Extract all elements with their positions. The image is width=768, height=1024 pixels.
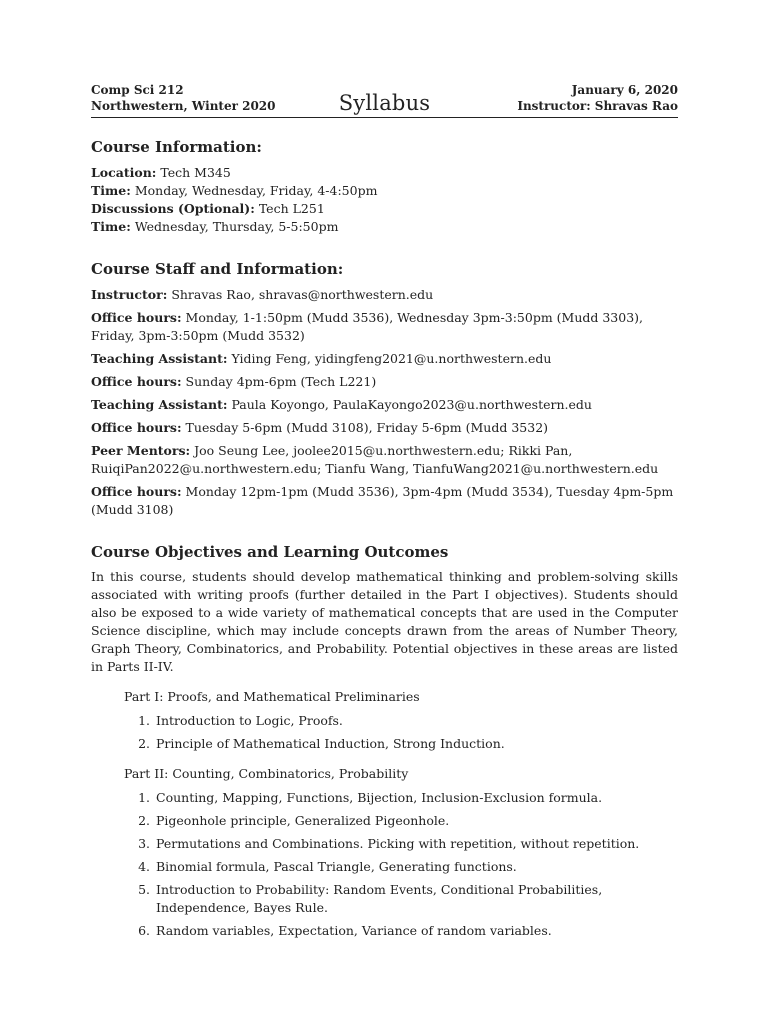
staff-value: Sunday 4pm-6pm (Tech L221) <box>181 374 377 389</box>
staff-label: Teaching Assistant: <box>91 397 228 412</box>
objectives-paragraph: In this course, students should develop mathematical thinking and problem-solving skills associated with writing proofs (further detailed in the Part I objectives). Students should also be exposed to a wide variety of mathematical concepts that are used in the Computer Science discipline, which may include concepts drawn from the areas of Number Theory, Graph Theory, Combinatorics, and Probability. Potential objectives in these areas are listed in Parts II-IV. <box>91 569 678 674</box>
info-row <box>91 164 678 182</box>
info-label: Time: <box>91 183 131 198</box>
page-title: Syllabus <box>338 91 431 115</box>
staff-label: Office hours: <box>91 484 182 499</box>
course-information-section <box>91 136 678 236</box>
list-item: 3. Permutations and Combinations. Picking with repetition, without repetition. <box>154 835 678 853</box>
staff-label: Peer Mentors: <box>91 443 191 458</box>
header-divider <box>91 117 678 118</box>
part-title: Part II: Counting, Combinatorics, Probability <box>124 766 409 781</box>
info-label: Time: <box>91 219 131 234</box>
staff-row <box>91 286 678 304</box>
header-right <box>517 82 678 114</box>
staff-block-instructor <box>91 286 678 345</box>
staff-row <box>91 350 678 368</box>
info-value: Tech M345 <box>156 165 231 180</box>
list-item: 4. Binomial formula, Pascal Triangle, Generating functions. <box>154 858 678 876</box>
part-1-list <box>91 712 678 753</box>
info-row <box>91 218 678 236</box>
section-heading: Course Objectives and Learning Outcomes <box>91 543 449 561</box>
staff-block-peer-mentors <box>91 442 678 519</box>
staff-row <box>91 309 678 345</box>
list-item: 5. Introduction to Probability: Random Events, Conditional Probabilities, Independence, Bayes Rule. <box>154 881 678 917</box>
info-label: Location: <box>91 165 157 180</box>
staff-value: Monday 12pm-1pm (Mudd 3536), 3pm-4pm (Mudd 3534), Tuesday 4pm-5pm (Mudd 3108) <box>91 484 674 517</box>
staff-row <box>91 442 678 478</box>
staff-label: Office hours: <box>91 420 182 435</box>
objectives-section <box>91 541 678 940</box>
document-date: January 6, 2020 <box>571 83 678 97</box>
course-code: Comp Sci 212 <box>91 83 184 97</box>
info-value: Monday, Wednesday, Friday, 4-4:50pm <box>130 183 378 198</box>
document-body <box>91 136 678 940</box>
info-label: Discussions (Optional): <box>91 201 255 216</box>
staff-row <box>91 483 678 519</box>
staff-value: Yiding Feng, yidingfeng2021@u.northwestern.edu <box>227 351 552 366</box>
staff-value: Monday, 1-1:50pm (Mudd 3536), Wednesday 3pm-3:50pm (Mudd 3303), Friday, 3pm-3:50pm (Mudd 3532) <box>91 310 644 343</box>
staff-row <box>91 396 678 414</box>
section-heading: Course Staff and Information: <box>91 260 344 278</box>
staff-value: Joo Seung Lee, joolee2015@u.northwestern.edu; Rikki Pan, RuiqiPan2022@u.northwestern.edu; Tianfu Wang, TianfuWang2021@u.northwestern.edu <box>91 443 659 476</box>
list-item: 2. Principle of Mathematical Induction, Strong Induction. <box>154 735 678 753</box>
instructor-line: Instructor: Shravas Rao <box>517 99 678 113</box>
staff-row <box>91 419 678 437</box>
list-item: 2. Pigeonhole principle, Generalized Pigeonhole. <box>154 812 678 830</box>
staff-block-ta-2 <box>91 396 678 437</box>
staff-value: Paula Koyongo, PaulaKayongo2023@u.northwestern.edu <box>227 397 592 412</box>
part-2-list <box>91 789 678 940</box>
section-heading: Course Information: <box>91 138 262 156</box>
info-row <box>91 182 678 200</box>
staff-row <box>91 373 678 391</box>
staff-label: Office hours: <box>91 310 182 325</box>
staff-value: Shravas Rao, shravas@northwestern.edu <box>167 287 434 302</box>
staff-label: Instructor: <box>91 287 168 302</box>
list-item: 6. Random variables, Expectation, Variance of random variables. <box>154 922 678 940</box>
staff-block-ta-1 <box>91 350 678 391</box>
list-item: 1. Introduction to Logic, Proofs. <box>154 712 678 730</box>
info-row <box>91 200 678 218</box>
info-value: Wednesday, Thursday, 5-5:50pm <box>130 219 339 234</box>
document-header <box>91 82 678 118</box>
staff-label: Office hours: <box>91 374 182 389</box>
info-value: Tech L251 <box>254 201 325 216</box>
staff-value: Tuesday 5-6pm (Mudd 3108), Friday 5-6pm (Mudd 3532) <box>181 420 549 435</box>
list-item: 1. Counting, Mapping, Functions, Bijection, Inclusion-Exclusion formula. <box>154 789 678 807</box>
part-title: Part I: Proofs, and Mathematical Preliminaries <box>124 689 420 704</box>
staff-label: Teaching Assistant: <box>91 351 228 366</box>
school-term: Northwestern, Winter 2020 <box>91 99 276 113</box>
course-staff-section <box>91 258 678 519</box>
